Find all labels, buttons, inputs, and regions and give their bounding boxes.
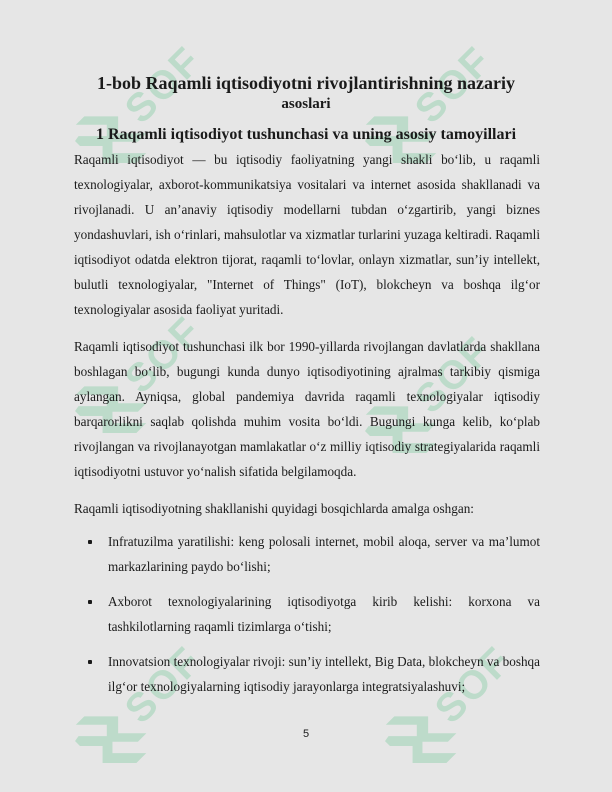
chapter-title xyxy=(70,72,542,114)
bullet-icon xyxy=(88,540,92,544)
list-item-text: Infratuzilma yaratilishi: keng polosali internet, mobil aloqa, server va ma’lumot markazlarining paydo bo‘lishi; xyxy=(108,534,540,574)
list-item xyxy=(74,589,540,639)
chapter-title-line1: 1-bob Raqamli iqtisodiyotni rivojlantirishning nazariy xyxy=(96,73,516,93)
document-body xyxy=(74,147,540,709)
list-item xyxy=(74,649,540,699)
watermark-text: SOF xyxy=(116,638,211,732)
watermark-text: SOF xyxy=(406,328,501,422)
paragraph: Raqamli iqtisodiyot tushunchasi ilk bor 1990-yillarda rivojlangan davlatlarda shakllana boshlagan bo‘lib, bugungi kunda dunyo iqtisodiyotining ajralmas tarkibiy qismiga aylangan. Ayniqsa, global pandemiya davrida raqamli texnologiyalar iqtisodiy barqarorlikni saqlab qolishda muhim vosita bo‘ldi. Bugungi kunga kelib, ko‘plab rivojlangan va rivojlanayotgan mamlakatlar o‘z milliy iqtisodiy strategiyalarida raqamli iqtisodiyotni ustuvor yo‘nalish sifatida belgilamoqda. xyxy=(74,339,540,479)
bullet-icon xyxy=(88,660,92,664)
paragraph: Raqamli iqtisodiyotning shakllanishi quyidagi bosqichlarda amalga oshgan: xyxy=(74,501,474,516)
watermark-text: SOF xyxy=(116,38,211,132)
watermark-text: SOF xyxy=(116,308,211,402)
section-title: 1 Raqamli iqtisodiyot tushunchasi va uning asosiy tamoyillari xyxy=(95,126,517,143)
list-item xyxy=(74,529,540,579)
page-number: 5 xyxy=(302,728,310,740)
bullet-list xyxy=(74,529,540,699)
watermark-text: SOF xyxy=(406,38,501,132)
list-item-text: Innovatsion texnologiyalar rivoji: sun’iy intellekt, Big Data, blokcheyn va boshqa ilg‘or texnologiyalarning iqtisodiy jarayonlarga integratsiyalashuvi; xyxy=(108,654,540,694)
paragraph: Raqamli iqtisodiyot — bu iqtisodiy faoliyatning yangi shakli bo‘lib, u raqamli texnologiyalar, axborot-kommunikatsiya vositalari va internet asosida shakllanadi va rivojlanadi. U an’anaviy iqtisodiy modellarni tubdan o‘zgartirib, yangi biznes yondashuvlari, ish o‘rinlari, mahsulotlar va xizmatlar turlarini yuzaga keltiradi. Raqamli iqtisodiyot odatda elektron tijorat, raqamli to‘lovlar, onlayn xizmatlar, sun’iy intellekt, bulutli texnologiyalar, "Internet of Things" (IoT), blokcheyn va boshqa ilg‘or texnologiyalar asosida faoliyat yuritadi. xyxy=(74,152,540,317)
chapter-title-line2: asoslari xyxy=(281,96,331,112)
list-item-text: Axborot texnologiyalarining iqtisodiyotga kirib kelishi: korxona va tashkilotlarning raqamli tizimlarga o‘tishi; xyxy=(108,594,540,634)
bullet-icon xyxy=(88,600,92,604)
watermark-text: SOF xyxy=(426,638,521,732)
